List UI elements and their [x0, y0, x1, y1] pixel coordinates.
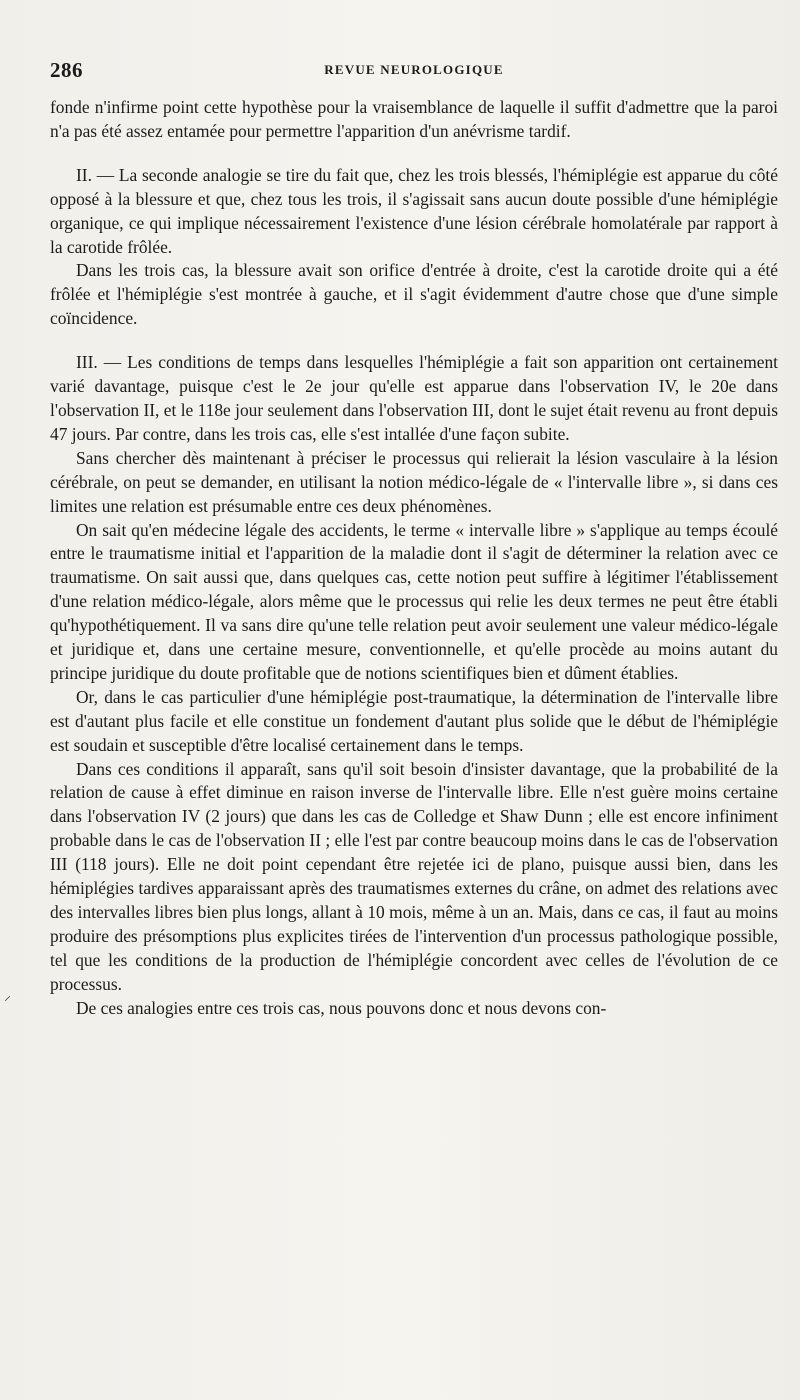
paragraph: Dans ces conditions il apparaît, sans qu'il soit besoin d'insister davantage, que la probabilité de la relation de cause à effet diminue en raison inverse de l'intervalle libre. Elle n'est guère moins certaine dans l'observation IV (2 jours) que dans les cas de Colledge et Shaw Dunn ; elle est encore infiniment probable dans le cas de l'observation II ; elle l'est par contre beaucoup moins dans le cas de l'observation III (118 jours). Elle ne doit point cependant être rejetée ici de plano, puisque aussi bien, dans les hémiplégies tardives apparaissant après des traumatismes externes du crâne, on admet des relations avec des intervalles libres bien plus longs, allant à 10 mois, même à un an. Mais, dans ce cas, il faut au moins produire des présomptions plus explicites tirées de l'intervention d'un processus pathologique possible, tel que les conditions de la production de l'hémiplégie concordent avec celles de l'évolution de ce processus.: [50, 758, 778, 994]
page-header: [50, 58, 778, 84]
running-title: REVUE NEUROLOGIQUE: [324, 62, 504, 77]
section-paragraph-iii: III. — Les conditions de temps dans lesquelles l'hémiplégie a fait son apparition ont certainement varié davantage, puisque c'est le 2e jour qu'elle est apparue dans l'observation IV, le 20e dans l'observation II, et le 118e jour seulement dans l'observation III, dont le sujet était revenu au front depuis 47 jours. Par contre, dans les trois cas, elle s'est intallée d'une façon subite.: [50, 352, 778, 444]
paragraph: fonde n'infirme point cette hypothèse pour la vraisemblance de laquelle il suffit d'admettre que la paroi n'a pas été assez entamée pour permettre l'apparition d'un anévrisme tardif.: [50, 97, 778, 141]
paragraph: Sans chercher dès maintenant à préciser le processus qui relierait la lésion vasculaire à la lésion cérébrale, on peut se demander, en utilisant la notion médico-légale de « l'intervalle libre », si dans ces limites une relation est présumable entre ces deux phénomènes.: [50, 447, 778, 516]
paragraph: Or, dans le cas particulier d'une hémiplégie post-traumatique, la détermination de l'intervalle libre est d'autant plus facile et elle constitue un fondement d'autant plus solide que le début de l'hémiplégie est soudain et susceptible d'être localisé certainement dans le temps.: [50, 686, 778, 755]
paragraph: On sait qu'en médecine légale des accidents, le terme « intervalle libre » s'applique au temps écoulé entre le traumatisme initial et l'apparition de la maladie dont il s'agit de déterminer la relation avec ce traumatisme. On sait aussi que, dans quelques cas, cette notion peut suffire à légitimer l'établissement d'une relation médico-légale, alors même que le processus qui relie les deux termes ne peut être établi qu'hypothétiquement. Il va sans dire qu'une telle relation peut avoir seulement une valeur médico-légale et juridique et, dans une certaine mesure, conventionnelle, et qu'elle procède au moins autant du principe juridique du doute profitable que de notions scientifiques bien et dûment établies.: [50, 519, 778, 683]
page-number: 286: [50, 58, 83, 82]
body-text: [50, 96, 778, 1021]
paragraph: Dans les trois cas, la blessure avait son orifice d'entrée à droite, c'est la carotide droite qui a été frôlée et l'hémiplégie s'est montrée à gauche, et il s'agit évidemment d'autre chose que d'une simple coïncidence.: [50, 260, 778, 329]
paragraph: De ces analogies entre ces trois cas, nous pouvons donc et nous devons con-: [76, 997, 607, 1018]
section-paragraph-ii: II. — La seconde analogie se tire du fait que, chez les trois blessés, l'hémiplégie est apparue du côté opposé à la blessure et que, chez tous les trois, il s'agissait sans aucun doute possible d'une hémiplégie organique, ce qui implique nécessairement l'existence d'une lésion cérébrale homolatérale par rapport à la carotide frôlée.: [50, 164, 778, 257]
margin-mark-icon: ⸝: [4, 989, 11, 1004]
